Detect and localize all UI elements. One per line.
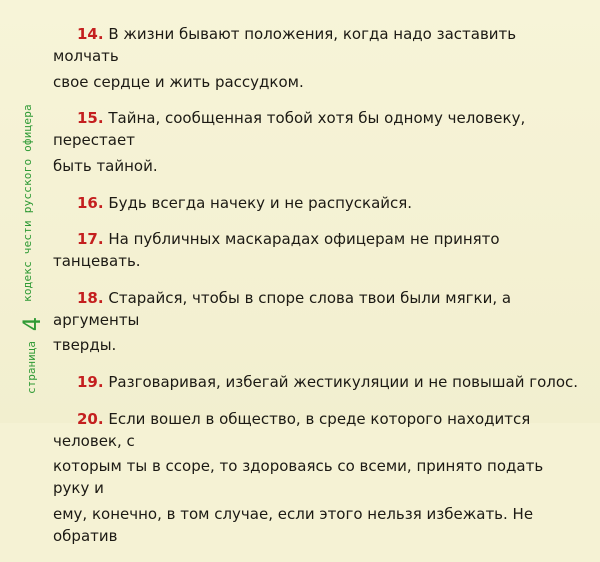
page-label-text: страница xyxy=(25,341,38,394)
sidebar xyxy=(0,0,46,423)
rule-text: Тайна, сообщенная тобой хотя бы одному человеку, перестает xyxy=(53,109,526,149)
rule-item-18 xyxy=(53,288,583,357)
rule-text: Будь всегда начеку и не распускайся. xyxy=(108,193,413,212)
rule-text: Если вошел в общество, в среде которого находится человек, с xyxy=(53,409,531,450)
rule-line-1 xyxy=(53,229,583,273)
rule-line-1 xyxy=(53,24,583,68)
rule-number: 14. xyxy=(77,25,104,43)
rule-line-2: свое сердце и жить рассудком. xyxy=(53,72,304,91)
rule-number: 17. xyxy=(77,230,104,249)
rule-line-3: ему, конечно, в том случае, если этого нельзя избежать. Не обратив xyxy=(53,504,534,545)
rule-line-2: тверды. xyxy=(53,336,117,355)
rule-number: 16. xyxy=(77,193,104,212)
rule-number: 18. xyxy=(77,288,104,307)
rule-number: 19. xyxy=(77,373,104,391)
rule-text: На публичных маскарадах офицерам не принято танцевать. xyxy=(53,230,500,270)
rule-item-19 xyxy=(53,372,583,394)
rule-line-1 xyxy=(53,288,583,332)
rule-item-20 xyxy=(53,409,583,548)
rule-line-2: быть тайной. xyxy=(53,156,158,175)
rule-text: Разговаривая, избегай жестикуляции и не повышай голос. xyxy=(108,373,579,391)
rule-item-16 xyxy=(53,193,583,215)
rule-item-14 xyxy=(53,24,583,93)
rules-list xyxy=(53,24,583,562)
rule-line-2: которым ты в ссоре, то здороваясь со всеми, принято подать руку и xyxy=(53,457,544,497)
rule-line-1 xyxy=(53,108,583,152)
rule-number: 20. xyxy=(77,409,104,428)
sidebar-title: кодекс чести русского офицера xyxy=(21,104,34,302)
page-number: 4 xyxy=(18,316,46,332)
rule-text: В жизни бывают положения, когда надо заставить молчать xyxy=(53,25,517,65)
rule-item-15 xyxy=(53,108,583,177)
rule-number: 15. xyxy=(77,109,104,128)
page-label xyxy=(18,317,46,394)
rule-line-1 xyxy=(53,193,583,215)
rule-line-1 xyxy=(53,372,583,394)
rule-text: Старайся, чтобы в споре слова твои были мягки, а аргументы xyxy=(53,288,512,329)
rule-item-17 xyxy=(53,229,583,273)
rule-line-1 xyxy=(53,409,583,453)
